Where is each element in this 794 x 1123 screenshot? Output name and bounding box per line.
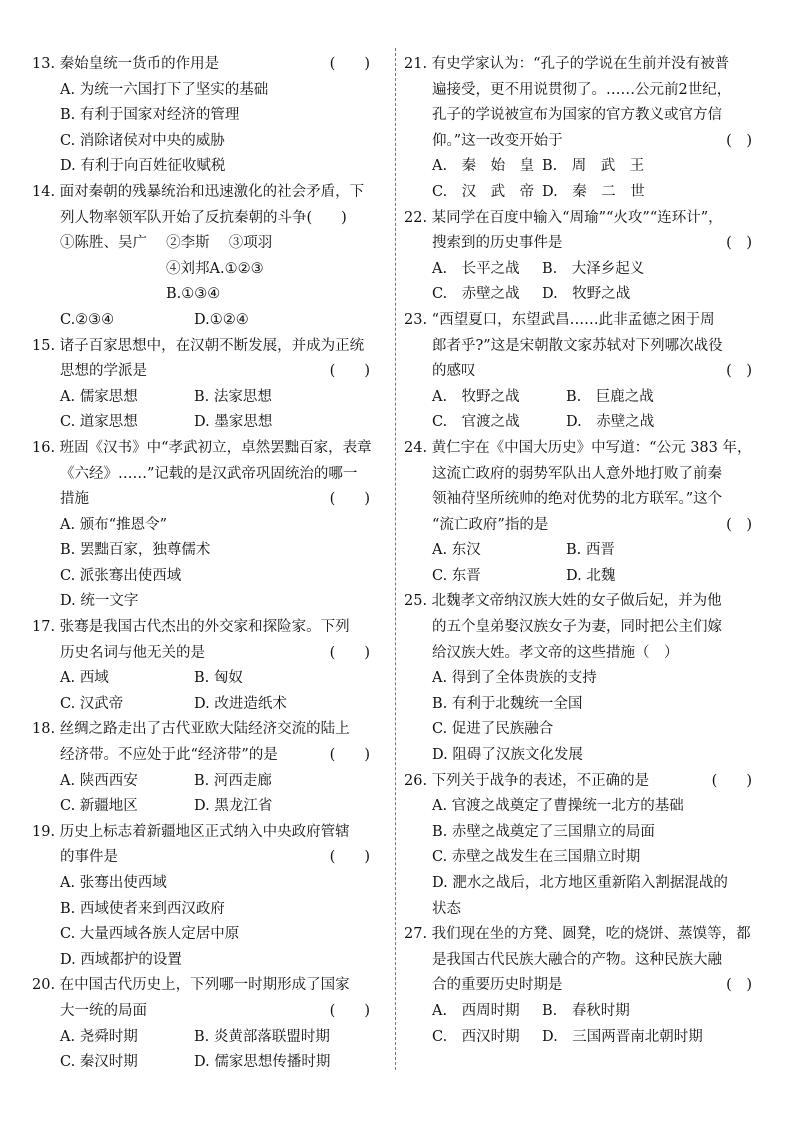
question-22-stem-2: 搜索到的历史事件是 ( ) [432, 235, 752, 252]
question-22-stem: 22. 某同学在百度中输入“周瑜”“火攻”“连环计”， [404, 209, 723, 226]
q15-option-a[interactable]: A. 儒家思想 [60, 388, 138, 405]
question-23-stem-2: 郎者乎?”这是宋朝散文家苏轼对下列哪次战役 [432, 337, 723, 354]
q17-option-d[interactable]: D. 改进造纸术 [194, 695, 287, 712]
q20-options-cd [32, 1050, 384, 1076]
question-27-stem-2: 是我国古代民族大融合的产物。这种民族大融 [432, 951, 722, 968]
question-15-stem-2: 思想的学派是 ( ) [60, 363, 370, 380]
q15-options-ab [32, 385, 384, 411]
question-20-stem-2: 大一统的局面 ( ) [60, 1002, 370, 1019]
q23-option-c[interactable]: C. 官渡之战 [432, 414, 520, 431]
question-27-stem: 27. 我们现在坐的方凳、圆凳，吃的烧饼、蒸馍等，都 [404, 926, 751, 943]
q19-option-d[interactable]: D. 西域都护的设置 [60, 951, 182, 968]
q26-option-b[interactable]: B. 赤壁之战奠定了三国鼎立的局面 [432, 823, 655, 840]
q22-options-ab [404, 257, 766, 283]
column-divider [395, 48, 396, 1070]
q21-options-ab [404, 154, 766, 180]
question-16-stem: 16. 班固《汉书》中“孝武初立，卓然罢黜百家，表章 [32, 439, 372, 456]
q17-options-cd [32, 692, 384, 718]
q24-options-ab [404, 538, 766, 564]
q18-option-b[interactable]: B. 河西走廊 [194, 772, 272, 789]
q16-option-b[interactable]: B. 罢黜百家，独尊儒术 [60, 542, 211, 559]
question-14-stem-2: 列人物率领军队开始了反抗秦朝的斗争( ) [60, 209, 347, 226]
question-24-stem-3: 领袖苻坚所统帅的绝对优势的北方联军。”这个 [432, 491, 723, 508]
q22-option-a[interactable]: A. 长平之战 [432, 260, 520, 277]
question-24-stem-2: 这流亡政府的弱势军队出人意外地打败了前秦 [432, 465, 722, 482]
q27-option-c[interactable]: C. 西汉时期 [432, 1028, 520, 1045]
q15-option-b[interactable]: B. 法家思想 [194, 388, 272, 405]
question-21-stem-4: 仰。”这一改变开始于 ( ) [432, 132, 752, 149]
q21-option-b[interactable]: B. 周 武 王 [542, 158, 645, 175]
question-17-stem: 17. 张骞是我国古代杰出的外交家和探险家。下列 [32, 619, 350, 636]
question-19-stem-2: 的事件是 ( ) [60, 849, 370, 866]
q13-option-b[interactable]: B. 有利于国家对经济的管理 [60, 107, 240, 124]
q19-option-b[interactable]: B. 西域使者来到西汉政府 [60, 900, 225, 917]
q26-option-d[interactable]: D. 淝水之战后，北方地区重新陷入割据混战的 [432, 875, 728, 891]
q15-option-c[interactable]: C. 道家思想 [60, 414, 138, 431]
q13-option-c[interactable]: C. 消除诸侯对中央的威胁 [60, 132, 225, 149]
q25-option-a[interactable]: A. 得到了全体贵族的支持 [432, 670, 597, 687]
q22-option-d[interactable]: D. 牧野之战 [542, 286, 631, 303]
question-13-stem: 13. 秦始皇统一货币的作用是 ( ) [32, 56, 370, 72]
q27-option-b[interactable]: B. 春秋时期 [542, 1002, 630, 1019]
q26-option-a[interactable]: A. 官渡之战奠定了曹操统一北方的基础 [432, 798, 684, 815]
right-column [404, 52, 766, 1050]
q15-options-cd [32, 410, 384, 436]
q22-option-c[interactable]: C. 赤壁之战 [432, 286, 520, 303]
q14-option-b[interactable]: B.①③④ [166, 286, 221, 303]
q18-option-c[interactable]: C. 新疆地区 [60, 798, 138, 815]
question-25-stem-3: 给汉族大姓。孝文帝的这些措施（ ） [432, 644, 679, 661]
q24-options-cd [404, 564, 766, 590]
question-23-stem-3: 的感叹 ( ) [432, 363, 752, 380]
q21-option-c[interactable]: C. 汉 武 帝 [432, 183, 535, 200]
q20-option-c[interactable]: C. 秦汉时期 [60, 1054, 138, 1071]
q18-option-a[interactable]: A. 陕西西安 [60, 772, 138, 789]
question-25-stem: 25. 北魏孝文帝纳汉族大姓的女子做后妃，并为他 [404, 593, 722, 610]
q20-option-b[interactable]: B. 炎黄部落联盟时期 [194, 1028, 330, 1045]
question-17-stem-2: 历史名词与他无关的是 ( ) [60, 644, 370, 661]
q13-option-a[interactable]: A. 为统一六国打下了坚实的基础 [60, 81, 269, 98]
question-27-stem-3: 合的重要历史时期是 ( ) [432, 977, 752, 994]
q14-items-1: ①陈胜、吴广 ②李斯 ③项羽 [60, 235, 273, 252]
question-14-stem: 14. 面对秦朝的残暴统治和迅速激化的社会矛盾，下 [32, 183, 365, 200]
q21-option-d[interactable]: D. 秦 二 世 [542, 183, 645, 200]
q22-option-b[interactable]: B. 大泽乡起义 [542, 260, 645, 277]
question-24-stem-4: “流亡政府”指的是 ( ) [432, 516, 752, 533]
q23-option-a[interactable]: A. 牧野之战 [432, 388, 520, 405]
q22-options-cd [404, 282, 766, 308]
q27-options-ab [404, 999, 766, 1025]
question-21-stem-2: 遍接受，更不用说贯彻了。……公元前2世纪， [432, 81, 732, 98]
q14-options-cd [32, 308, 384, 334]
q20-option-a[interactable]: A. 尧舜时期 [60, 1028, 138, 1045]
question-20-stem: 20. 在中国古代历史上，下列哪一时期形成了国家 [32, 977, 350, 994]
q25-option-d[interactable]: D. 阻碍了汉族文化发展 [432, 747, 583, 764]
question-16-stem-2: 《六经》……”记载的是汉武帝巩固统治的哪一 [60, 465, 358, 482]
q20-option-d[interactable]: D. 儒家思想传播时期 [194, 1054, 331, 1071]
q27-option-a[interactable]: A. 西周时期 [432, 1002, 520, 1019]
question-18-stem-2: 经济带。不应处于此“经济带”的是 ( ) [60, 747, 370, 764]
q26-option-d-cont: 状态 [432, 900, 461, 917]
q26-option-c[interactable]: C. 赤壁之战发生在三国鼎立时期 [432, 849, 641, 866]
q19-option-a[interactable]: A. 张骞出使西域 [60, 875, 167, 891]
q13-option-d[interactable]: D. 有利于向百姓征收赋税 [60, 158, 226, 175]
q15-option-d[interactable]: D. 墨家思想 [194, 414, 273, 431]
q24-option-d[interactable]: D. 北魏 [566, 567, 616, 584]
q18-options-cd [32, 794, 384, 820]
q23-options-ab [404, 385, 766, 411]
q27-option-d[interactable]: D. 三国两晋南北朝时期 [542, 1028, 703, 1045]
left-column [32, 52, 384, 1076]
q14-option-c[interactable]: C.②③④ [60, 311, 115, 328]
q21-option-a[interactable]: A. 秦 始 皇 [432, 158, 535, 175]
q24-option-b[interactable]: B. 西晋 [566, 542, 615, 559]
q17-options-ab [32, 666, 384, 692]
q27-options-cd [404, 1025, 766, 1051]
q18-options-ab [32, 769, 384, 795]
question-19-stem: 19. 历史上标志着新疆地区正式纳入中央政府管辖 [32, 823, 350, 840]
q24-option-c[interactable]: C. 东晋 [432, 567, 481, 584]
question-18-stem: 18. 丝绸之路走出了古代亚欧大陆经济交流的陆上 [32, 721, 350, 738]
q25-option-b[interactable]: B. 有利于北魏统一全国 [432, 695, 583, 712]
question-21-stem-3: 孔子的学说被宣布为国家的官方教义或官方信 [432, 107, 722, 124]
question-21-stem: 21. 有史学家认为：“孔子的学说在生前并没有被普 [404, 56, 730, 72]
q16-option-d[interactable]: D. 统一文字 [60, 593, 139, 610]
q16-option-a[interactable]: A. 颁布“推恩令” [60, 516, 168, 533]
q19-option-c[interactable]: C. 大量西域各族人定居中原 [60, 926, 240, 943]
q24-option-a[interactable]: A. 东汉 [432, 542, 481, 559]
q14-items-2-option-a[interactable]: ④刘邦A.①②③ [166, 260, 264, 277]
question-15-stem: 15. 诸子百家思想中，在汉朝不断发展，并成为正统 [32, 337, 365, 354]
question-24-stem: 24. 黄仁宇在《中国大历史》中写道：“公元 383 年， [404, 439, 752, 456]
q14-option-d[interactable]: D.①②④ [194, 311, 249, 328]
q23-option-b[interactable]: B. 巨鹿之战 [566, 388, 654, 405]
q23-options-cd [404, 410, 766, 436]
question-23-stem: 23. “西望夏口，东望武昌……此非孟德之困于周 [404, 311, 715, 328]
q25-option-c[interactable]: C. 促进了民族融合 [432, 721, 554, 738]
q18-option-d[interactable]: D. 黑龙江省 [194, 798, 273, 815]
question-25-stem-2: 的五个皇弟娶汉族女子为妻，同时把公主们嫁 [432, 619, 722, 636]
q16-option-c[interactable]: C. 派张骞出使西域 [60, 567, 182, 584]
question-16-stem-3: 措施 ( ) [60, 491, 370, 508]
question-26-stem: 26. 下列关于战争的表述，不正确的是 ( ) [404, 772, 752, 789]
q23-option-d[interactable]: D. 赤壁之战 [566, 414, 655, 431]
q17-option-b[interactable]: B. 匈奴 [194, 670, 243, 687]
q17-option-a[interactable]: A. 西域 [60, 670, 109, 687]
q21-options-cd [404, 180, 766, 206]
q20-options-ab [32, 1025, 384, 1051]
q17-option-c[interactable]: C. 汉武帝 [60, 695, 124, 712]
